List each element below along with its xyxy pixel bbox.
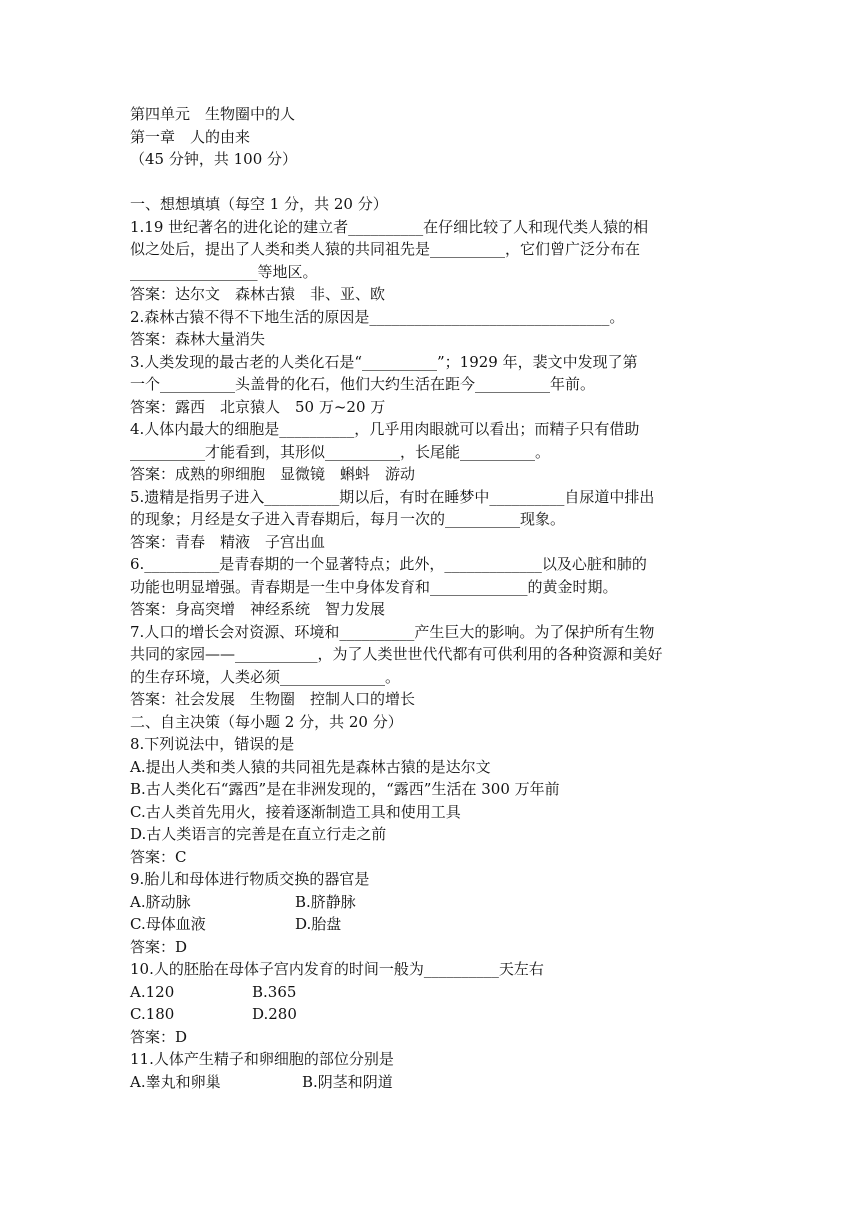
question-9-option-a: A.脐动脉	[130, 892, 191, 911]
question-1-line-1: 1.19 世纪著名的进化论的建立者__________在仔细比较了人和现代类人猿的相	[130, 217, 649, 236]
question-11-option-a: A.睾丸和卵巢	[130, 1072, 221, 1091]
question-7-line-1: 7.人口的增长会对资源、环境和__________产生巨大的影响。为了保护所有生物	[130, 622, 655, 641]
question-10-option-b: B.365	[252, 982, 297, 1001]
question-2-line-1: 2.森林古猿不得不下地生活的原因是________________________________。	[130, 307, 625, 326]
question-9: 9.胎儿和母体进行物质交换的器官是	[130, 870, 370, 888]
question-9-option-d: D.胎盘	[295, 915, 342, 933]
question-7-line-3: 的生存环境，人类必须______________。	[130, 667, 401, 686]
spacer	[130, 171, 730, 194]
question-11-option-b: B.阴茎和阴道	[302, 1072, 393, 1091]
question-10-option-d: D.280	[252, 1005, 297, 1023]
answer-1: 答案：达尔文 森林古猿 非、亚、欧	[130, 285, 386, 303]
question-10-option-a: A.120	[130, 982, 175, 1001]
question-5-line-2: 的现象；月经是女子进入青春期后，每月一次的__________现象。	[130, 510, 566, 528]
question-8-option-c: C.古人类首先用火，接着逐渐制造工具和使用工具	[130, 802, 461, 821]
question-9-options-row-2	[130, 913, 730, 936]
question-10-options-row-1	[130, 981, 730, 1004]
answer-5: 答案：青春 精液 子宫出血	[130, 532, 326, 551]
question-8: 8.下列说法中，错误的是	[130, 735, 295, 753]
answer-4: 答案：成熟的卵细胞 显微镜 蝌蚪 游动	[130, 465, 416, 483]
question-1-line-2: 似之处后，提出了人类和类人猿的共同祖先是__________，它们曾广泛分布在	[130, 240, 641, 258]
section-1-title: 一、想想填填（每空 1 分，共 20 分）	[130, 195, 388, 213]
question-9-option-c: C.母体血液	[130, 915, 206, 933]
question-9-options-row-1	[130, 891, 730, 914]
question-9-option-b: B.脐静脉	[295, 892, 356, 911]
question-6-line-1: 6.__________是青春期的一个显著特点；此外，_____________以及心脏和肺的	[130, 555, 647, 573]
answer-7: 答案：社会发展 生物圈 控制人口的增长	[130, 690, 416, 708]
question-10-options-row-2	[130, 1003, 730, 1026]
question-3-line-2: 一个__________头盖骨的化石，他们大约生活在距今__________年前。	[130, 375, 596, 393]
question-5-line-1: 5.遗精是指男子进入__________期以后，有时在睡梦中__________自尿道中排出	[130, 487, 655, 506]
question-10: 10.人的胚胎在母体子宫内发育的时间一般为__________天左右	[130, 960, 544, 978]
chapter-title: 第一章 人的由来	[130, 127, 251, 146]
answer-6: 答案：身高突增 神经系统 智力发展	[130, 600, 386, 618]
document-page	[130, 103, 730, 1093]
question-10-option-c: C.180	[130, 1005, 175, 1023]
answer-10: 答案：D	[130, 1027, 188, 1046]
section-2-title: 二、自主决策（每小题 2 分，共 20 分）	[130, 712, 403, 731]
question-4-line-1: 4.人体内最大的细胞是__________，几乎用肉眼就可以看出；而精子只有借助	[130, 420, 640, 438]
unit-title: 第四单元 生物圈中的人	[130, 105, 296, 123]
question-8-option-a: A.提出人类和类人猿的共同祖先是森林古猿的是达尔文	[130, 757, 491, 776]
answer-8: 答案：C	[130, 847, 187, 866]
question-1-line-3: _________________等地区。	[130, 262, 318, 281]
question-8-option-b: B.古人类化石“露西”是在非洲发现的，“露西”生活在 300 万年前	[130, 780, 560, 798]
answer-9: 答案：D	[130, 937, 188, 956]
question-11-options-row-1	[130, 1071, 730, 1094]
question-7-line-2: 共同的家园——___________，为了人类世世代代都有可供利用的各种资源和美好	[130, 645, 663, 663]
time-score-note: （45 分钟，共 100 分）	[130, 150, 298, 168]
question-3-line-1: 3.人类发现的最古老的人类化石是“__________”；1929 年，裴文中发现了第	[130, 352, 638, 371]
question-8-option-d: D.古人类语言的完善是在直立行走之前	[130, 825, 387, 843]
question-6-line-2: 功能也明显增强。青春期是一生中身体发育和_____________的黄金时期。	[130, 577, 618, 596]
question-11: 11.人体产生精子和卵细胞的部位分别是	[130, 1050, 394, 1068]
answer-2: 答案：森林大量消失	[130, 330, 266, 348]
question-4-line-2: __________才能看到，其形似__________，长尾能__________。	[130, 442, 551, 461]
answer-3: 答案：露西 北京猿人 50 万~20 万	[130, 397, 386, 416]
